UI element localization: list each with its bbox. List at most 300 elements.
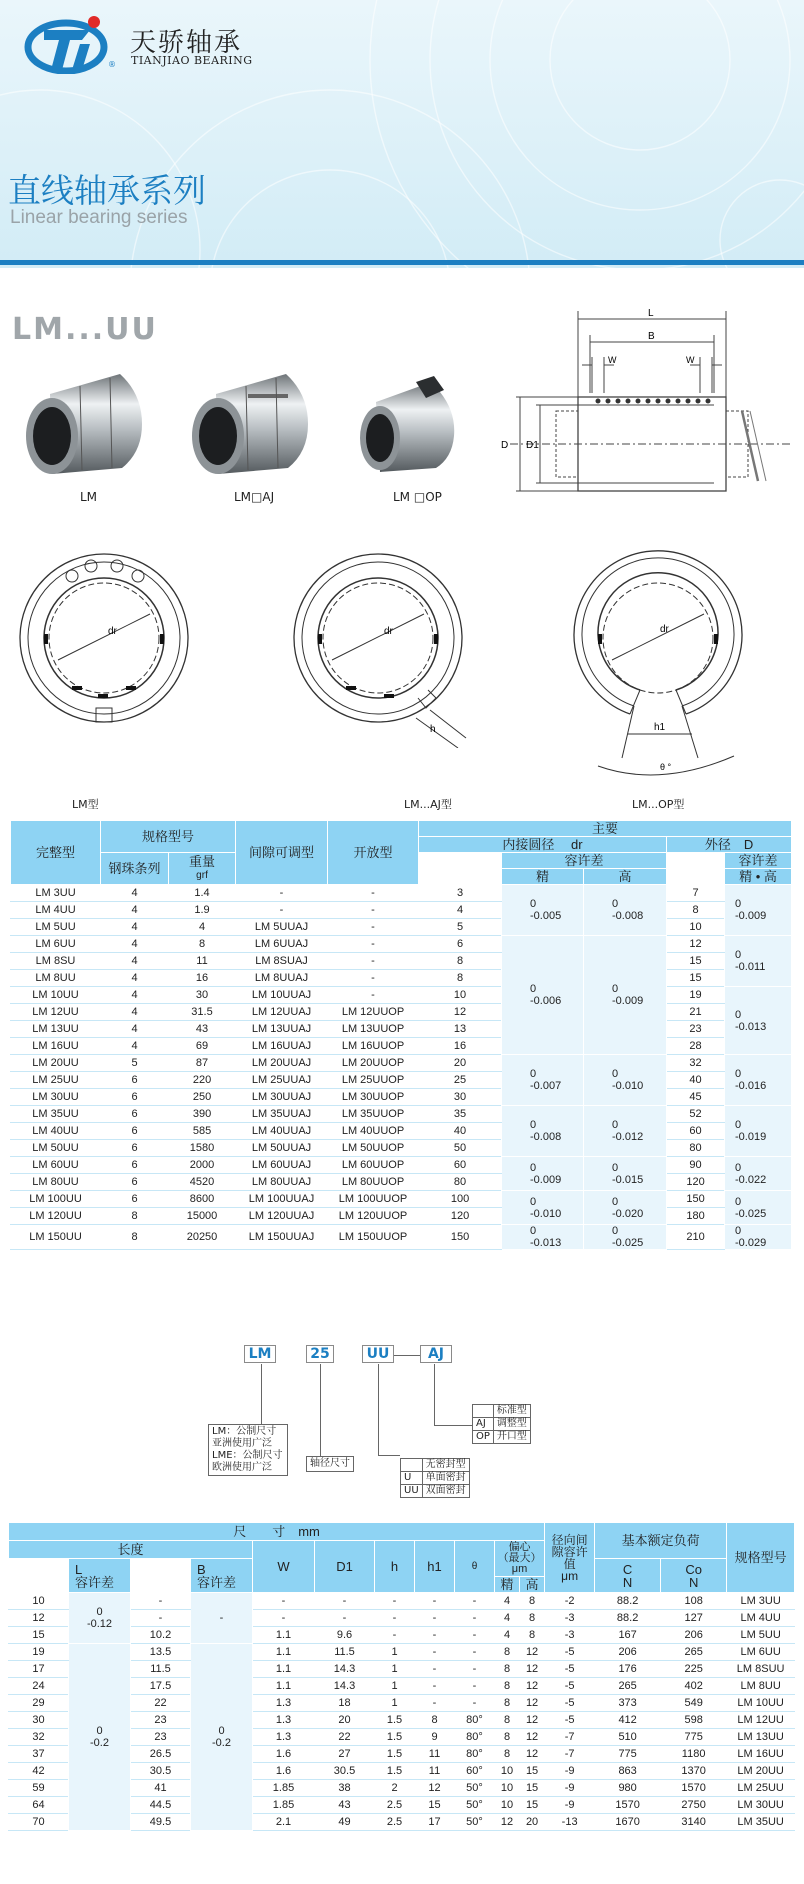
table-row (11, 1004, 792, 1021)
tianjiao-logo-icon (24, 14, 116, 74)
cell-h: 1 (375, 1695, 415, 1712)
table-row (11, 1055, 792, 1072)
cell-l: 42 (9, 1763, 69, 1780)
cell-b: 13.5 (131, 1644, 191, 1661)
cell-balls: 6 (101, 1123, 169, 1140)
cell-dr-tol-prec: 0 -0.006 (502, 936, 584, 1055)
cell-p: 8 (495, 1644, 520, 1661)
cell-r: -5 (545, 1661, 595, 1678)
cell-aj: LM 6UUAJ (236, 936, 328, 953)
cell-aj: LM 40UUAJ (236, 1123, 328, 1140)
cell-r: -7 (545, 1746, 595, 1763)
cell-aj: LM 10UUAJ (236, 987, 328, 1004)
cell-outer-d: 120 (667, 1174, 725, 1191)
cell-l: 32 (9, 1729, 69, 1746)
table-row (11, 1089, 792, 1106)
cell-w: 1.3 (253, 1712, 315, 1729)
cell-g: 12 (520, 1695, 545, 1712)
cell-h1: - (415, 1627, 455, 1644)
cell-d1: - (315, 1610, 375, 1627)
cell-op: - (328, 919, 419, 936)
cell-dr: 13 (419, 1021, 502, 1038)
dim-label-dr-op: dr (660, 624, 669, 635)
cell-outer-d: 52 (667, 1106, 725, 1123)
cell-w: 1.3 (253, 1729, 315, 1746)
cell-dr: 5 (419, 919, 502, 936)
cell-h1: - (415, 1610, 455, 1627)
cell-model: LM 100UU (11, 1191, 101, 1208)
cell-outer-tol: 0 -0.016 (725, 1055, 792, 1106)
cell-op: LM 120UUOP (328, 1208, 419, 1225)
col-header-c: C N (595, 1559, 661, 1593)
cell-op: - (328, 902, 419, 919)
dim-label-w-right: W (686, 355, 695, 365)
cell-weight: 16 (169, 970, 236, 987)
cell-m: LM 25UU (727, 1780, 795, 1797)
cell-b-tol: 0 -0.2 (191, 1644, 253, 1831)
cell-g: 12 (520, 1661, 545, 1678)
cell-outer-d: 15 (667, 970, 725, 987)
code-part-lm: LM (244, 1345, 276, 1363)
cell-model: LM 12UU (11, 1004, 101, 1021)
cell-theta: 50° (455, 1780, 495, 1797)
cell-l: 17 (9, 1661, 69, 1678)
cell-h1: 15 (415, 1797, 455, 1814)
brand-name-cn: 天骄轴承 (130, 28, 243, 58)
cell-outer-d: 150 (667, 1191, 725, 1208)
cell-op: - (328, 953, 419, 970)
cell-theta: 80° (455, 1729, 495, 1746)
cell-dr: 4 (419, 902, 502, 919)
cell-h: 1.5 (375, 1746, 415, 1763)
cell-r: -7 (545, 1729, 595, 1746)
cell-r: -2 (545, 1593, 595, 1610)
cell-c: 206 (595, 1644, 661, 1661)
type-legend: 标准型 AJ 调整型 OP 开口型 (472, 1404, 531, 1444)
cell-dr-tol-prec: 0 -0.010 (502, 1191, 584, 1225)
cell-model: LM 20UU (11, 1055, 101, 1072)
cell-weight: 87 (169, 1055, 236, 1072)
cell-outer-d: 90 (667, 1157, 725, 1174)
cell-dr: 30 (419, 1089, 502, 1106)
cell-aj: - (236, 902, 328, 919)
table-row (11, 1208, 792, 1225)
series-title-en: Linear bearing series (10, 207, 188, 228)
cell-weight: 2000 (169, 1157, 236, 1174)
cell-c: 265 (595, 1678, 661, 1695)
cell-op: - (328, 936, 419, 953)
cell-g: 12 (520, 1678, 545, 1695)
cell-p: 8 (495, 1712, 520, 1729)
cell-co: 3140 (661, 1814, 727, 1831)
cell-dr-tol-prec: 0 -0.007 (502, 1055, 584, 1106)
cell-b-tol: - (191, 1593, 253, 1644)
cell-g: 8 (520, 1593, 545, 1610)
table-row (11, 936, 792, 953)
col-header-inner-prec: 精 (502, 869, 584, 885)
col-header-full: 完整型 (11, 821, 101, 885)
cell-balls: 4 (101, 970, 169, 987)
col-header-h1: h1 (415, 1541, 455, 1593)
cell-r: -5 (545, 1695, 595, 1712)
cell-r: -5 (545, 1644, 595, 1661)
col-header-b: B (197, 1561, 206, 1577)
cell-weight: 69 (169, 1038, 236, 1055)
cell-g: 15 (520, 1763, 545, 1780)
cell-dr: 6 (419, 936, 502, 953)
cell-balls: 4 (101, 885, 169, 902)
cell-co: 2750 (661, 1797, 727, 1814)
cell-aj: - (236, 885, 328, 902)
cell-d1: - (315, 1593, 375, 1610)
cell-m: LM 3UU (727, 1593, 795, 1610)
cell-theta: 80° (455, 1712, 495, 1729)
cell-co: 1180 (661, 1746, 727, 1763)
cell-dr-tol-high: 0 -0.015 (584, 1157, 667, 1191)
col-header-h: h (375, 1541, 415, 1593)
cell-weight: 1.4 (169, 885, 236, 902)
cell-outer-tol: 0 -0.025 (725, 1191, 792, 1225)
cell-p: 4 (495, 1627, 520, 1644)
cell-balls: 6 (101, 1140, 169, 1157)
cell-m: LM 20UU (727, 1763, 795, 1780)
table-row (11, 1123, 792, 1140)
cell-h: 1 (375, 1644, 415, 1661)
code-part-type: AJ (420, 1345, 452, 1363)
cell-op: LM 50UUOP (328, 1140, 419, 1157)
cell-h1: - (415, 1644, 455, 1661)
cell-dr: 8 (419, 970, 502, 987)
cell-d1: 49 (315, 1814, 375, 1831)
col-header-outer-tol: 容许差 (725, 853, 792, 869)
cell-weight: 15000 (169, 1208, 236, 1225)
cell-weight: 220 (169, 1072, 236, 1089)
col-header-adjust: 间隙可调型 (236, 821, 328, 885)
cell-co: 127 (661, 1610, 727, 1627)
cell-outer-d: 23 (667, 1021, 725, 1038)
cell-d1: 22 (315, 1729, 375, 1746)
cell-b: 23 (131, 1712, 191, 1729)
cell-g: 12 (520, 1644, 545, 1661)
cell-model: LM 16UU (11, 1038, 101, 1055)
col-header-inner-high: 高 (584, 869, 667, 885)
cell-h: 1 (375, 1678, 415, 1695)
cell-w: 1.6 (253, 1763, 315, 1780)
cell-dr-tol-high: 0 -0.012 (584, 1106, 667, 1157)
seal-legend: 无密封型 U 单面密封 UU 双面密封 (400, 1458, 470, 1498)
cell-aj: LM 150UUAJ (236, 1225, 328, 1250)
cell-h: 1.5 (375, 1729, 415, 1746)
cell-co: 1370 (661, 1763, 727, 1780)
cell-balls: 6 (101, 1157, 169, 1174)
cell-model: LM 120UU (11, 1208, 101, 1225)
table-row (11, 902, 792, 919)
cell-co: 108 (661, 1593, 727, 1610)
col-header-d1: D1 (315, 1541, 375, 1593)
cell-r: -5 (545, 1712, 595, 1729)
side-view-drawing (500, 305, 800, 505)
cell-theta: - (455, 1644, 495, 1661)
cell-theta: - (455, 1695, 495, 1712)
cell-w: 1.6 (253, 1746, 315, 1763)
cell-balls: 6 (101, 1072, 169, 1089)
cell-p: 8 (495, 1678, 520, 1695)
cell-l: 12 (9, 1610, 69, 1627)
dim-label-h1: h1 (654, 722, 666, 733)
cell-co: 265 (661, 1644, 727, 1661)
cell-theta: - (455, 1627, 495, 1644)
cell-c: 373 (595, 1695, 661, 1712)
cell-aj: LM 35UUAJ (236, 1106, 328, 1123)
cell-d1: 18 (315, 1695, 375, 1712)
cell-balls: 6 (101, 1089, 169, 1106)
cell-weight: 4 (169, 919, 236, 936)
cell-c: 412 (595, 1712, 661, 1729)
cell-outer-d: 80 (667, 1140, 725, 1157)
spec-table-dimensions (8, 1522, 795, 1831)
cell-weight: 1.9 (169, 902, 236, 919)
table-row (11, 970, 792, 987)
cell-theta: - (455, 1678, 495, 1695)
cell-d1: 30.5 (315, 1763, 375, 1780)
cell-weight: 390 (169, 1106, 236, 1123)
cell-g: 8 (520, 1627, 545, 1644)
cell-aj: LM 8UUAJ (236, 970, 328, 987)
cell-op: LM 30UUOP (328, 1089, 419, 1106)
cell-b: 26.5 (131, 1746, 191, 1763)
bearing-photo-lm (22, 364, 152, 480)
cell-d1: 27 (315, 1746, 375, 1763)
cell-m: LM 4UU (727, 1610, 795, 1627)
cell-dr-tol-high: 0 -0.025 (584, 1225, 667, 1250)
cell-op: LM 35UUOP (328, 1106, 419, 1123)
cell-b: - (131, 1593, 191, 1610)
bearing-photo-lm-op (360, 376, 454, 472)
cell-d1: 14.3 (315, 1661, 375, 1678)
dim-label-w-left: W (608, 355, 617, 365)
cell-c: 88.2 (595, 1610, 661, 1627)
cell-op: LM 25UUOP (328, 1072, 419, 1089)
col-header-main: 主要 (419, 821, 792, 837)
cell-p: 8 (495, 1661, 520, 1678)
cell-l-tol: 0 -0.12 (69, 1593, 131, 1644)
cell-aj: LM 100UUAJ (236, 1191, 328, 1208)
registered-mark: ® (108, 60, 116, 69)
cell-theta: - (455, 1661, 495, 1678)
cell-weight: 1580 (169, 1140, 236, 1157)
header-divider (0, 260, 804, 265)
cell-l: 19 (9, 1644, 69, 1661)
cell-b: 17.5 (131, 1678, 191, 1695)
cell-w: 1.85 (253, 1780, 315, 1797)
cell-balls: 4 (101, 936, 169, 953)
cell-r: -13 (545, 1814, 595, 1831)
cell-l: 10 (9, 1593, 69, 1610)
cell-dr: 50 (419, 1140, 502, 1157)
cell-l: 15 (9, 1627, 69, 1644)
cell-dr: 60 (419, 1157, 502, 1174)
cell-dr-tol-high: 0 -0.009 (584, 936, 667, 1055)
cell-m: LM 5UU (727, 1627, 795, 1644)
col-header-outer: 外径 D (667, 837, 792, 853)
cell-theta: 60° (455, 1763, 495, 1780)
cell-aj: LM 60UUAJ (236, 1157, 328, 1174)
cell-aj: LM 20UUAJ (236, 1055, 328, 1072)
cell-w: 1.3 (253, 1695, 315, 1712)
cell-weight: 20250 (169, 1225, 236, 1250)
cell-w: - (253, 1610, 315, 1627)
col-header-b-tol: 容许差 (197, 1574, 237, 1590)
cell-dr-tol-prec: 0 -0.013 (502, 1225, 584, 1250)
brand-name-en: TIANJIAO BEARING (131, 54, 253, 67)
cell-c: 980 (595, 1780, 661, 1797)
cell-w: 1.1 (253, 1644, 315, 1661)
cell-outer-d: 10 (667, 919, 725, 936)
cell-model: LM 30UU (11, 1089, 101, 1106)
cell-balls: 6 (101, 1174, 169, 1191)
table-row (11, 1072, 792, 1089)
col-header-weight: 重量 (189, 853, 216, 869)
cell-r: -3 (545, 1610, 595, 1627)
col-header-ecc: 偏心 （最大） μm (495, 1541, 545, 1577)
table-row (11, 1174, 792, 1191)
cell-weight: 30 (169, 987, 236, 1004)
cell-h1: 8 (415, 1712, 455, 1729)
table-row (11, 1225, 792, 1250)
cell-g: 20 (520, 1814, 545, 1831)
dim-label-b: B (648, 331, 655, 342)
col-header-load: 基本额定负荷 (595, 1523, 727, 1559)
table-row (9, 1644, 795, 1661)
cell-outer-tol: 0 -0.013 (725, 987, 792, 1055)
spec-table-main (10, 820, 792, 1250)
cell-r: -3 (545, 1627, 595, 1644)
cross-section-lm-op (568, 548, 778, 788)
cell-p: 8 (495, 1729, 520, 1746)
cell-weight: 4520 (169, 1174, 236, 1191)
cell-op: LM 20UUOP (328, 1055, 419, 1072)
cell-l: 59 (9, 1780, 69, 1797)
table-row (11, 1021, 792, 1038)
cell-h1: 11 (415, 1746, 455, 1763)
cell-op: LM 100UUOP (328, 1191, 419, 1208)
col-header-outer-prec: 精 • 高 (725, 869, 792, 885)
code-part-size: 25 (306, 1345, 334, 1363)
cell-g: 12 (520, 1746, 545, 1763)
cell-w: 1.1 (253, 1661, 315, 1678)
cell-d1: 20 (315, 1712, 375, 1729)
cell-aj: LM 30UUAJ (236, 1089, 328, 1106)
table-row (9, 1593, 795, 1610)
cell-dr-tol-high: 0 -0.008 (584, 885, 667, 936)
cell-dr: 25 (419, 1072, 502, 1089)
cell-c: 775 (595, 1746, 661, 1763)
cell-outer-d: 60 (667, 1123, 725, 1140)
cell-balls: 6 (101, 1106, 169, 1123)
col-header-co: Co N (661, 1559, 727, 1593)
cell-balls: 5 (101, 1055, 169, 1072)
cell-balls: 4 (101, 1004, 169, 1021)
table-row (11, 919, 792, 936)
cell-outer-d: 21 (667, 1004, 725, 1021)
cell-weight: 43 (169, 1021, 236, 1038)
col-header-l-tol: 容许差 (75, 1574, 115, 1590)
cell-weight: 8 (169, 936, 236, 953)
cell-h1: 9 (415, 1729, 455, 1746)
table-row (11, 1140, 792, 1157)
cell-outer-d: 12 (667, 936, 725, 953)
cell-r: -9 (545, 1797, 595, 1814)
cell-g: 12 (520, 1729, 545, 1746)
cell-weight: 8600 (169, 1191, 236, 1208)
cell-balls: 8 (101, 1225, 169, 1250)
cell-dr: 16 (419, 1038, 502, 1055)
cell-p: 10 (495, 1797, 520, 1814)
photo-caption-lm: LM (80, 490, 98, 504)
col-header-theta: θ (455, 1541, 495, 1593)
cell-l: 64 (9, 1797, 69, 1814)
cell-theta: 50° (455, 1814, 495, 1831)
cell-m: LM 12UU (727, 1712, 795, 1729)
col-header-w: W (253, 1541, 315, 1593)
cell-h: - (375, 1610, 415, 1627)
cell-h1: - (415, 1593, 455, 1610)
cell-co: 206 (661, 1627, 727, 1644)
bearing-photo-lm-aj (188, 364, 318, 480)
cell-dr: 80 (419, 1174, 502, 1191)
cell-h: 1 (375, 1661, 415, 1678)
cell-l: 70 (9, 1814, 69, 1831)
cell-b: 41 (131, 1780, 191, 1797)
cell-dr: 3 (419, 885, 502, 902)
cell-op: LM 16UUOP (328, 1038, 419, 1055)
cell-h: - (375, 1627, 415, 1644)
cell-dr: 10 (419, 987, 502, 1004)
cell-b: 22 (131, 1695, 191, 1712)
dim-label-d1: D1 (526, 440, 539, 451)
col-header-radial: 径向间 隙容许 值 μm (545, 1523, 595, 1593)
cell-p: 4 (495, 1610, 520, 1627)
cell-outer-d: 28 (667, 1038, 725, 1055)
cell-l: 37 (9, 1746, 69, 1763)
cell-op: LM 80UUOP (328, 1174, 419, 1191)
cell-h: 2.5 (375, 1814, 415, 1831)
col-header-balls: 钢珠条列 (101, 853, 169, 885)
cell-balls: 4 (101, 902, 169, 919)
cell-dr: 40 (419, 1123, 502, 1140)
cell-p: 8 (495, 1746, 520, 1763)
cell-c: 88.2 (595, 1593, 661, 1610)
cell-aj: LM 25UUAJ (236, 1072, 328, 1089)
cell-b: 11.5 (131, 1661, 191, 1678)
cell-theta: - (455, 1610, 495, 1627)
cell-b: 10.2 (131, 1627, 191, 1644)
cell-weight: 31.5 (169, 1004, 236, 1021)
code-note-size: 轴径尺寸 (306, 1456, 354, 1472)
cell-p: 12 (495, 1814, 520, 1831)
cell-g: 12 (520, 1712, 545, 1729)
cell-outer-d: 19 (667, 987, 725, 1004)
cell-dr: 12 (419, 1004, 502, 1021)
cell-m: LM 30UU (727, 1797, 795, 1814)
cell-p: 10 (495, 1763, 520, 1780)
cell-model: LM 150UU (11, 1225, 101, 1250)
cell-outer-tol: 0 -0.019 (725, 1106, 792, 1157)
cell-model: LM 60UU (11, 1157, 101, 1174)
cell-outer-d: 32 (667, 1055, 725, 1072)
cell-co: 1570 (661, 1780, 727, 1797)
cell-aj: LM 13UUAJ (236, 1021, 328, 1038)
